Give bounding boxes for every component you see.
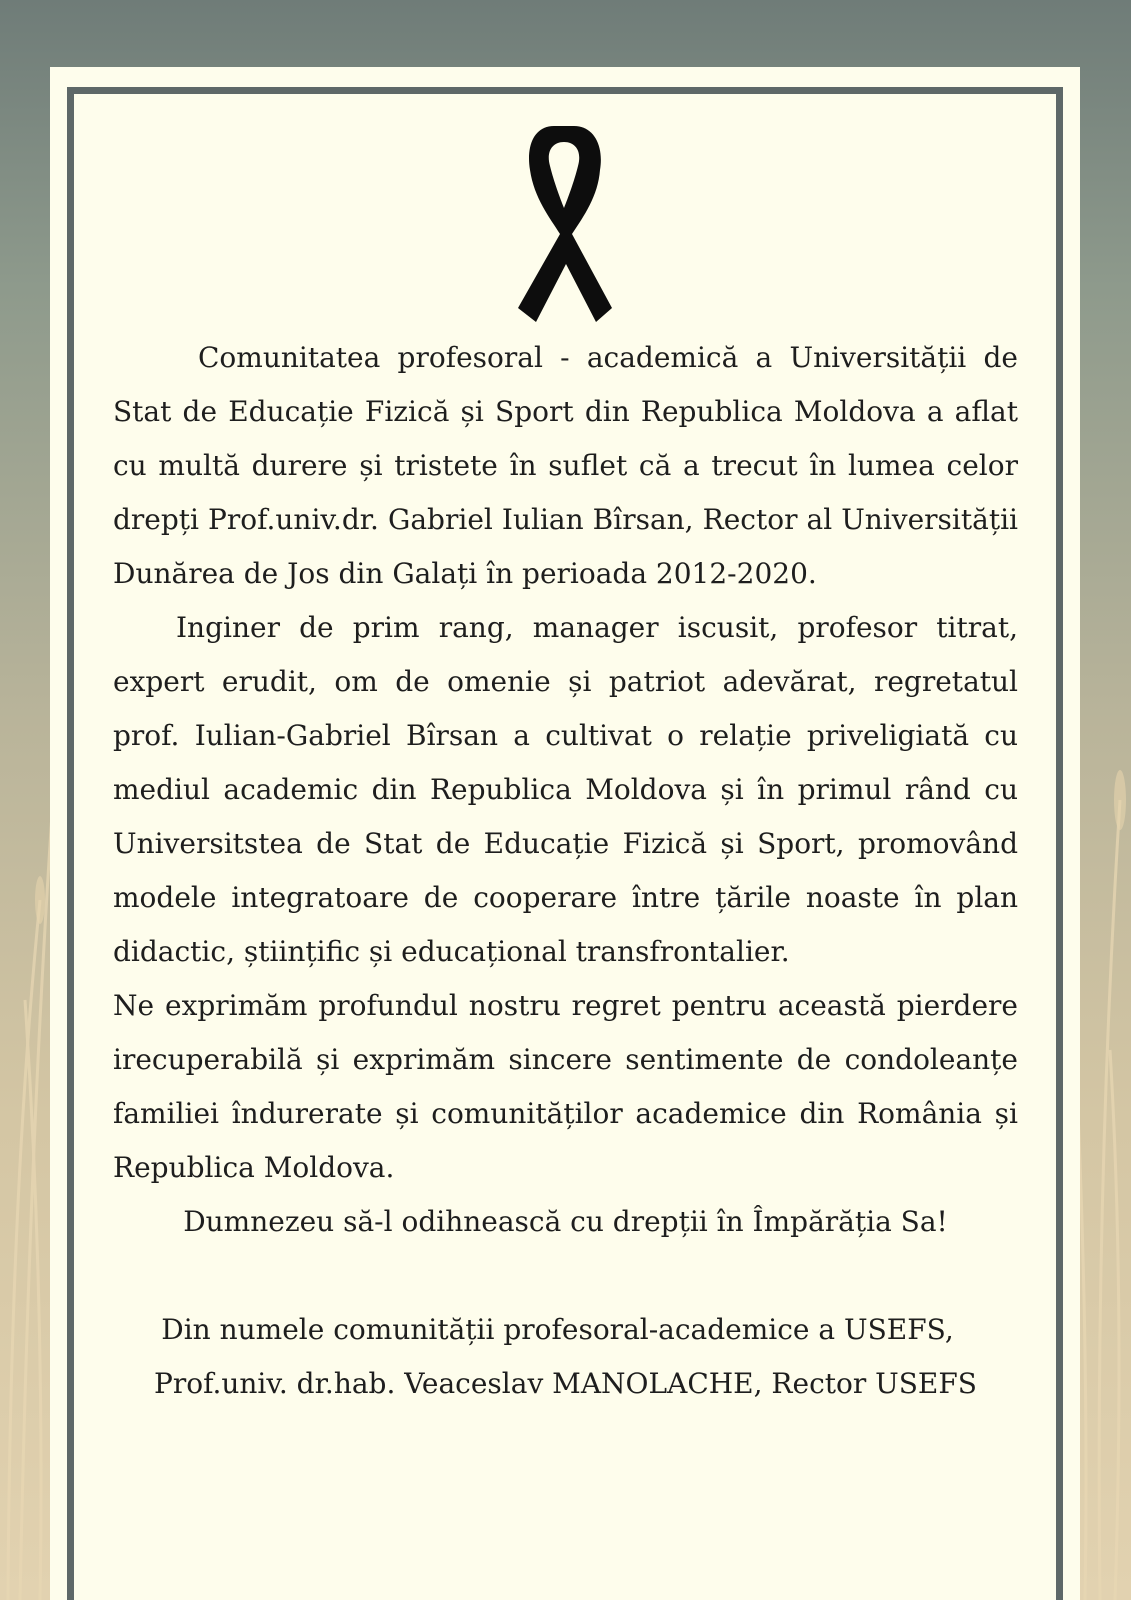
paragraph-tribute: Inginer de prim rang, manager iscusit, profesor titrat, expert erudit, om de omenie și patriot adevărat, regretatul prof. Iulian-Gabriel Bîrsan a cultivat o relație priveligiată cu mediul academic din Republica Moldova și în primul rând cu Universitstea de Stat de Educație Fizică și Sport, promovând modele integratoare de cooperare între țările noaste în plan didactic, științific și educațional transfrontalier. xyxy=(113,611,1018,968)
condolence-text xyxy=(113,331,1018,1411)
paragraph-condolences: Ne exprimăm profundul nostru regret pentru această pierdere irecuperabilă și exprimăm sincere sentimente de condoleanțe familiei îndurerate și comunităților academice din România și Republica Moldova. xyxy=(113,989,1018,1184)
signature-line-organization: Din numele comunității profesoral-academice a USEFS, xyxy=(161,1313,954,1346)
signature-block xyxy=(113,1303,1018,1411)
paragraph-announcement: Comunitatea profesoral - academică a Universității de Stat de Educație Fizică și Sport din Republica Moldova a aflat cu multă durere și tristete în suflet că a trecut în lumea celor drepți Prof.univ.dr. Gabriel Iulian Bîrsan, Rector al Universității Dunărea de Jos din Galați în perioada 2012-2020. xyxy=(113,341,1018,590)
black-mourning-ribbon-icon xyxy=(516,118,612,326)
signature-line-rector: Prof.univ. dr.hab. Veaceslav MANOLACHE, Rector USEFS xyxy=(154,1367,977,1400)
prayer-line: Dumnezeu să-l odihnească cu drepții în Împărăția Sa! xyxy=(183,1205,948,1238)
